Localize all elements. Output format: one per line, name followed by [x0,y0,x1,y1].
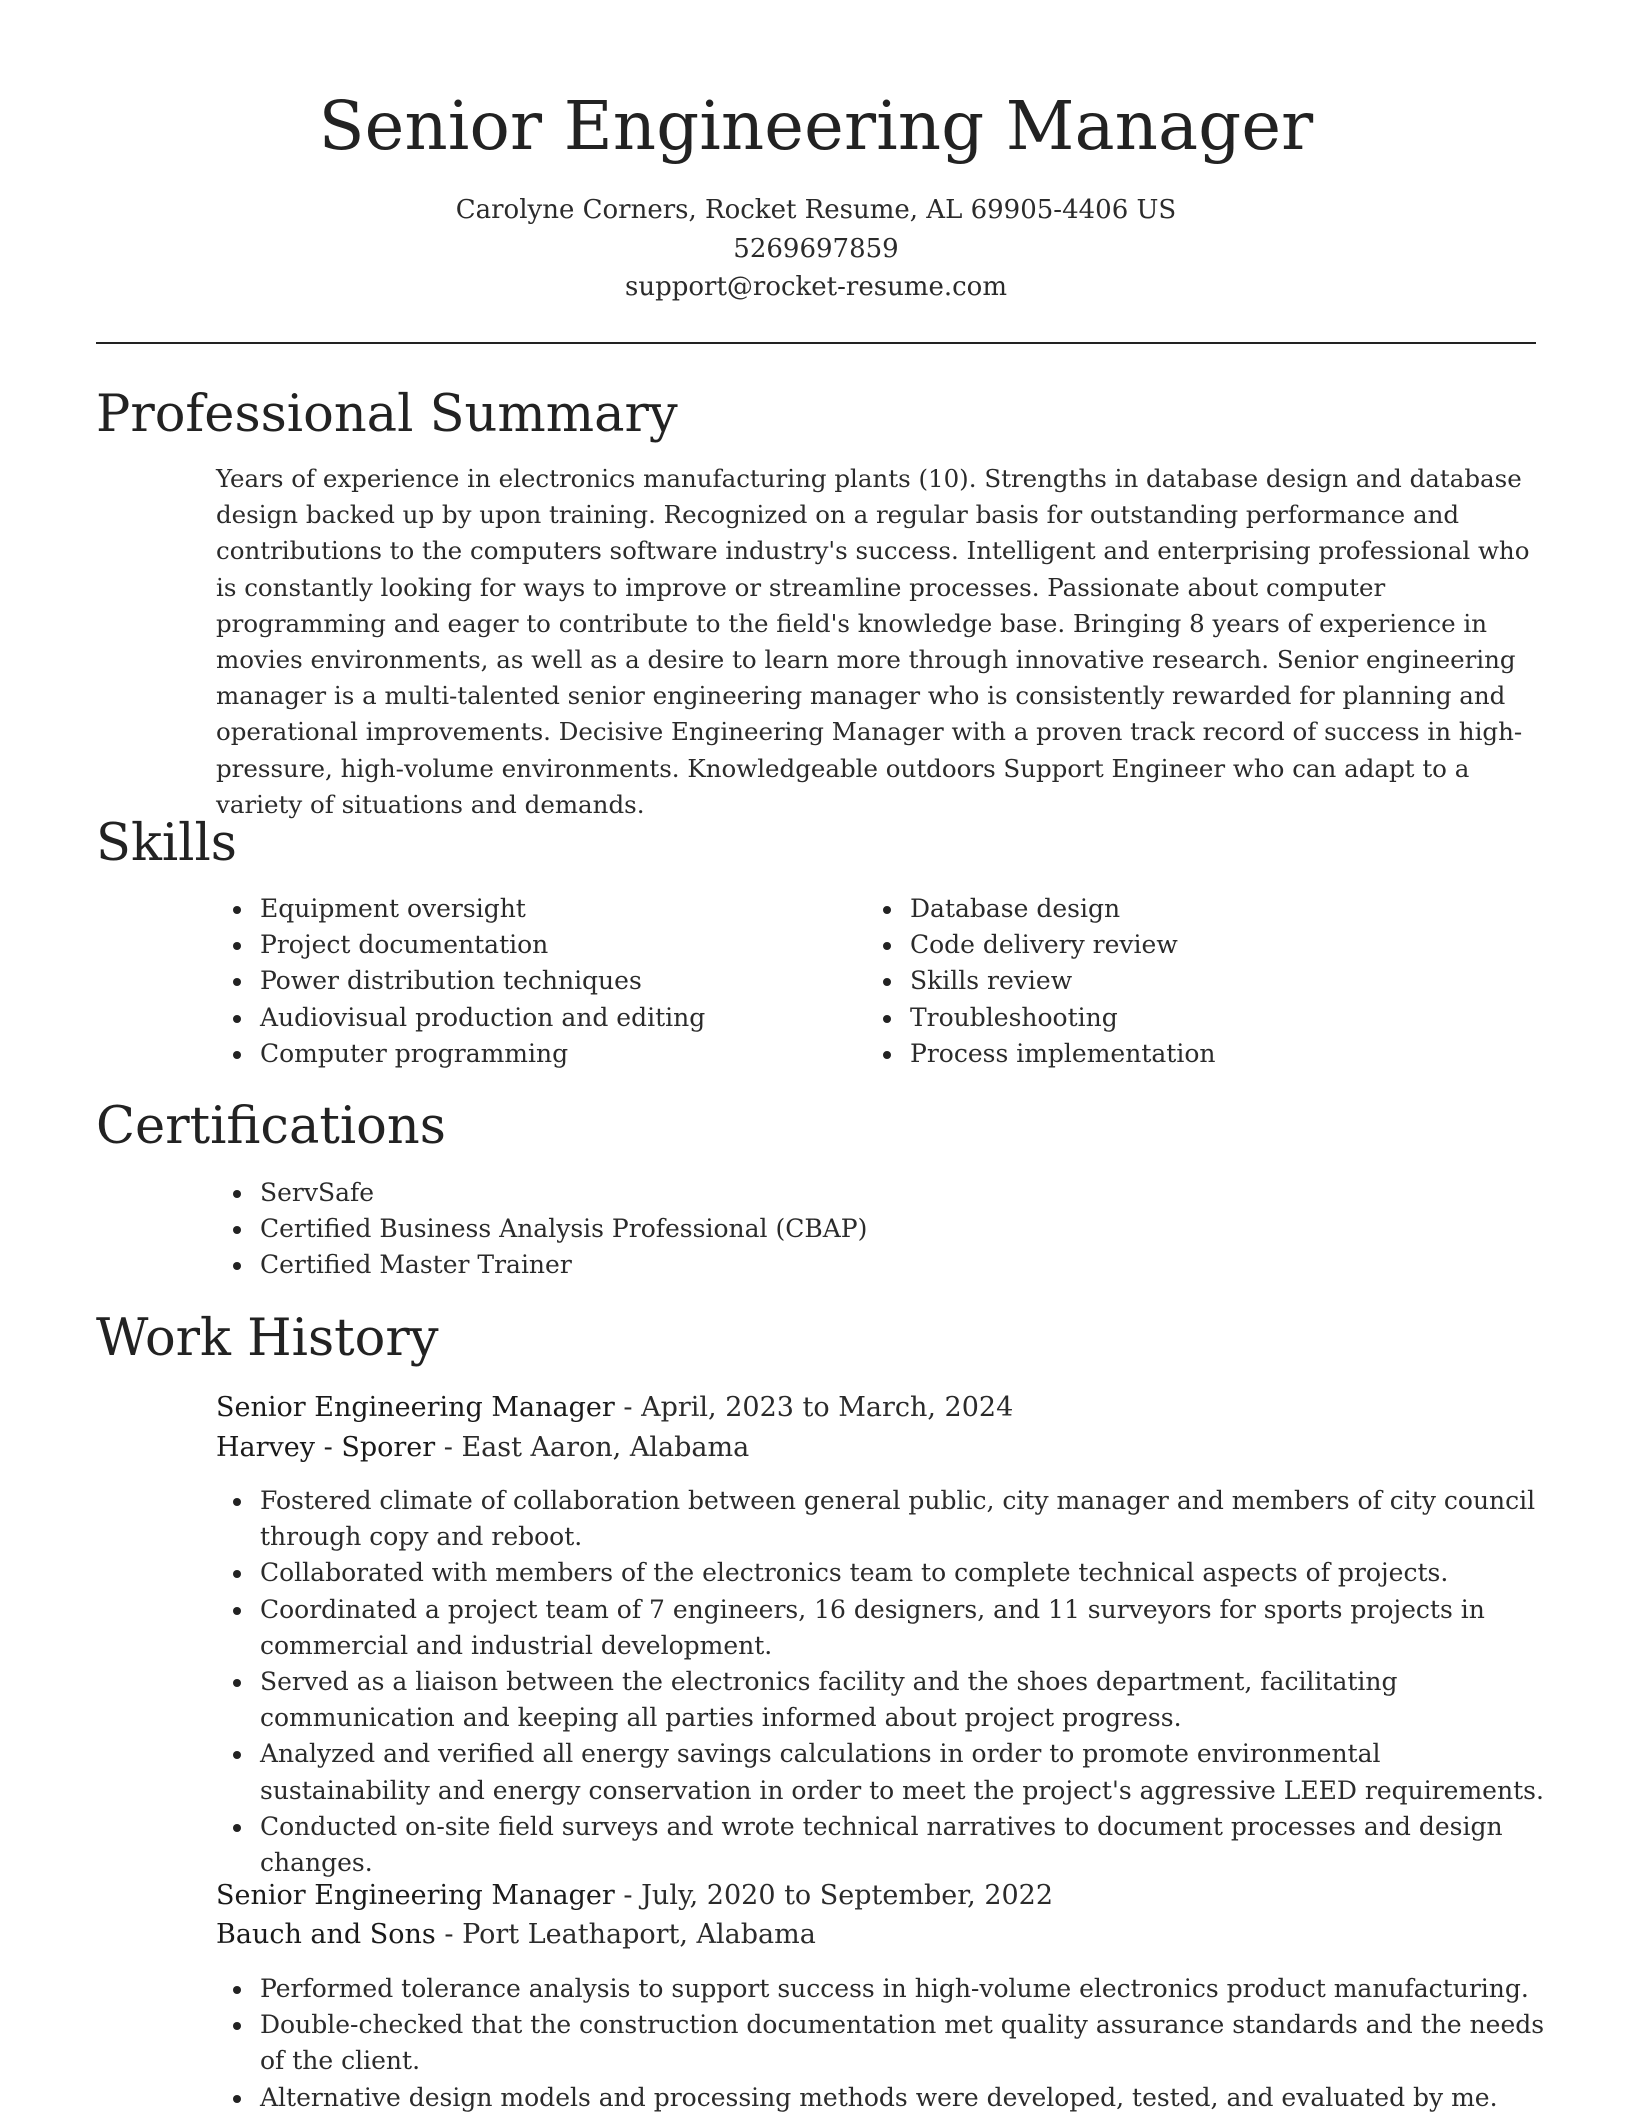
section-title-skills: Skills [96,814,237,873]
job-company-line [216,1428,1536,1468]
job-company: Bauch and Sons [216,1919,436,1950]
skill-item: Project documentation [216,927,856,963]
job-bullet: Performed tolerance analysis to support success in high-volume electronics product manufacturing. [216,1971,1546,2007]
job-company-line [216,1915,1536,1955]
certifications-list [216,1175,1536,1284]
contact-email: support@rocket-resume.com [624,272,1007,302]
job-dates: - April, 2023 to March, 2024 [614,1392,1014,1423]
job-role: Senior Engineering Manager [216,1880,615,1911]
job-title-line [216,1388,1536,1428]
contact-address: Carolyne Corners, Rocket Resume, AL 69905-4406 US [455,195,1177,225]
skill-item: Equipment oversight [216,891,856,927]
skill-item: Computer programming [216,1036,856,1072]
header-divider [96,342,1536,344]
contact-phone: 5269697859 [733,234,899,264]
section-title-certifications: Certifications [96,1097,446,1156]
job-bullet: Fostered climate of collaboration between general public, city manager and members of city council through copy and reboot. [216,1483,1546,1555]
job-bullet: Collaborated with members of the electronics team to complete technical aspects of projects. [216,1555,1546,1591]
section-title-work-history: Work History [96,1309,439,1368]
job-bullets [216,1971,1546,2112]
certification-item: Certified Master Trainer [216,1247,1536,1283]
certification-item: ServSafe [216,1175,1536,1211]
skills-list-left [216,891,856,1072]
section-title-summary: Professional Summary [96,385,678,444]
summary-text: Years of experience in electronics manufacturing plants (10). Strengths in database design and database design backed up by upon training. Recognized on a regular basis for outstanding performance and contributions to the computers software industry's success. Intelligent and enterprising professional who is constantly looking for ways to improve or streamline processes. Passionate about computer programming and eager to contribute to the field's knowledge base. Bringing 8 years of experience in movies environments, as well as a desire to learn more through innovative research. Senior engineering manager is a multi-talented senior engineering manager who is consistently rewarded for planning and operational improvements. Decisive Engineering Manager with a proven track record of success in high-pressure, high-volume environments. Knowledgeable outdoors Support Engineer who can adapt to a variety of situations and demands. [216,464,1530,819]
job-bullets [216,1483,1546,1881]
job-location: - East Aaron, Alabama [435,1432,750,1463]
skill-item: Audiovisual production and editing [216,1000,856,1036]
resume-name-title: Senior Engineering Manager [318,87,1314,165]
job-company: Harvey - Sporer [216,1432,436,1463]
skills-list-right [866,891,1506,1072]
job-bullet: Served as a liaison between the electronics facility and the shoes department, facilitating communication and keeping all parties informed about project progress. [216,1664,1546,1736]
skill-item: Skills review [866,963,1506,999]
skill-item: Troubleshooting [866,1000,1506,1036]
skill-item: Power distribution techniques [216,963,856,999]
job-bullet: Conducted on-site field surveys and wrote technical narratives to document processes and design changes. [216,1809,1546,1881]
job-bullet: Coordinated a project team of 7 engineers, 16 designers, and 11 surveyors for sports projects in commercial and industrial development. [216,1592,1546,1664]
job-title-line [216,1876,1536,1916]
job-bullet: Double-checked that the construction documentation met quality assurance standards and the needs of the client. [216,2007,1546,2079]
job-dates: - July, 2020 to September, 2022 [614,1880,1054,1911]
skill-item: Process implementation [866,1036,1506,1072]
job-location: - Port Leathaport, Alabama [435,1919,816,1950]
skill-item: Database design [866,891,1506,927]
job-role: Senior Engineering Manager [216,1392,615,1423]
skill-item: Code delivery review [866,927,1506,963]
certification-item: Certified Business Analysis Professional (CBAP) [216,1211,1536,1247]
job-bullet: Alternative design models and processing methods were developed, tested, and evaluated by me. [216,2080,1546,2112]
job-bullet: Analyzed and verified all energy savings calculations in order to promote environmental sustainability and energy conservation in order to meet the project's aggressive LEED requirements. [216,1736,1546,1808]
